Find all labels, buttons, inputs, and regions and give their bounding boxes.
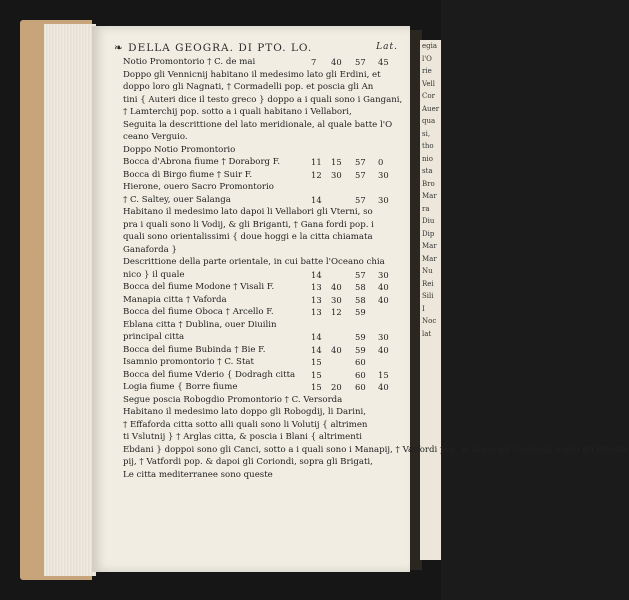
coordinate-value: 15 bbox=[311, 369, 322, 380]
text-line bbox=[123, 269, 408, 282]
coordinate-value: 0 bbox=[378, 157, 384, 167]
text-line bbox=[123, 319, 408, 332]
line-text: ti Vslutnij } † Arglas citta, & poscia i Blani { altrimenti bbox=[123, 432, 362, 442]
facing-page-text: Mar bbox=[422, 242, 437, 250]
line-text: ceano Verguio. bbox=[123, 132, 188, 142]
line-text: doppo loro gli Nagnati, † Cormadelli pop. et poscia gli An bbox=[123, 82, 374, 92]
page-edges bbox=[44, 24, 96, 576]
text-line bbox=[123, 244, 408, 257]
coordinate-value: 14 bbox=[311, 332, 322, 342]
facing-page-text: Nu bbox=[422, 267, 433, 275]
facing-page-text: si, bbox=[422, 129, 431, 138]
facing-page-text: Vell bbox=[422, 79, 436, 88]
line-text: Ebdani } doppoi sono gli Canci, sotto a i quali sono i Manapij, † Vatfordi pop. & dapoi gli Coriondi, sopra gli Brigati, bbox=[123, 444, 629, 455]
text-line bbox=[123, 206, 408, 219]
coordinate-value: 30 bbox=[378, 169, 389, 180]
line-text: Segue poscia Robogdio Promontorio † C. Versorda bbox=[123, 394, 343, 405]
line-text: tini { Auteri dice il testo greco } doppo a i quali sono i Gangani, bbox=[123, 94, 403, 105]
text-line bbox=[123, 94, 408, 107]
line-text: Logia fiume { Borre fiume bbox=[123, 382, 238, 392]
coordinate-value: 12 bbox=[331, 307, 342, 317]
facing-page-fragment bbox=[420, 40, 441, 560]
coordinate-value: 14 bbox=[311, 269, 322, 280]
facing-page-text: nio bbox=[422, 154, 433, 163]
line-text: pra i quali sono li Vodij, & gli Briganti, † Gana fordi pop. i bbox=[123, 219, 374, 230]
facing-page-text: Dip bbox=[422, 229, 435, 238]
coordinate-value: 57 bbox=[355, 269, 366, 280]
line-text: pij, † Vatfordi pop. & dapoi gli Coriondi, sopra gli Brigati, bbox=[123, 457, 373, 467]
coordinate-value: 45 bbox=[378, 57, 389, 67]
line-text: † Effaforda citta sotto alli quali sono li Volutij { altrimen bbox=[123, 419, 368, 430]
coordinate-value: 40 bbox=[331, 282, 342, 292]
text-line bbox=[123, 406, 408, 419]
facing-page-text: egia bbox=[422, 42, 438, 50]
facing-page-text: rie bbox=[422, 67, 432, 75]
coordinate-value: 60 bbox=[355, 382, 366, 392]
line-text: Doppo Notio Promontorio bbox=[123, 144, 236, 155]
coordinate-value: 40 bbox=[331, 344, 342, 355]
text-line bbox=[123, 219, 408, 232]
text-line bbox=[123, 181, 408, 194]
coordinate-value: 57 bbox=[355, 157, 366, 167]
coordinate-value: 40 bbox=[378, 382, 389, 392]
text-line bbox=[123, 431, 408, 444]
facing-page-text: Bro bbox=[422, 179, 435, 188]
coordinate-value: 40 bbox=[378, 294, 389, 305]
facing-page-text: Rei bbox=[422, 279, 434, 288]
line-text: principal citta bbox=[123, 332, 185, 342]
coordinate-value: 59 bbox=[355, 332, 366, 342]
facing-page-text: tho bbox=[422, 142, 434, 150]
line-text: † Lamterchij pop. sotto a i quali habitano i Vellabori, bbox=[123, 107, 352, 117]
coordinate-value: 30 bbox=[378, 269, 389, 280]
coordinate-value: 13 bbox=[311, 307, 322, 317]
text-line bbox=[123, 456, 408, 469]
fleuron-icon: ❧ bbox=[114, 42, 124, 54]
line-text: Bocca d'Abrona fiume † Doraborg F. bbox=[123, 157, 281, 167]
text-line bbox=[123, 356, 408, 369]
coordinate-value: 40 bbox=[378, 344, 389, 355]
line-text: Doppo gli Vennicnij habitano il medesimo lato gli Erdini, et bbox=[123, 69, 381, 80]
text-line bbox=[123, 381, 408, 394]
coordinate-value: 30 bbox=[378, 332, 389, 342]
text-line bbox=[123, 81, 408, 94]
text-line bbox=[123, 169, 408, 182]
header-title: DELLA GEOGRA. DI PTO. LO. bbox=[128, 42, 313, 54]
coordinate-value: 11 bbox=[311, 157, 322, 167]
coordinate-value: 30 bbox=[378, 194, 389, 205]
coordinate-value: 40 bbox=[331, 57, 342, 67]
text-line bbox=[123, 369, 408, 382]
coordinate-value: 40 bbox=[378, 282, 389, 292]
coordinate-value: 60 bbox=[355, 357, 366, 367]
facing-page-text: I bbox=[422, 304, 425, 313]
coordinate-value: 15 bbox=[378, 369, 389, 380]
coordinate-value: 57 bbox=[355, 169, 366, 180]
line-text: Ganaforda } bbox=[123, 244, 177, 255]
text-line bbox=[123, 469, 408, 482]
text-line bbox=[123, 231, 408, 244]
coordinate-value: 57 bbox=[355, 194, 366, 205]
text-line bbox=[123, 131, 408, 144]
text-line bbox=[123, 194, 408, 207]
text-line bbox=[123, 69, 408, 82]
line-text: Bocca del fiume Bubinda † Bie F. bbox=[123, 344, 266, 355]
line-text: Isamnio promontorio † C. Stat bbox=[123, 357, 254, 367]
facing-page-text: Mar bbox=[422, 192, 437, 200]
text-line bbox=[123, 331, 408, 344]
coordinate-value: 60 bbox=[355, 369, 366, 380]
coordinate-value: 59 bbox=[355, 344, 366, 355]
text-line bbox=[123, 156, 408, 169]
text-line bbox=[123, 444, 629, 457]
facing-page-text: Cor bbox=[422, 92, 435, 100]
line-text: nico } il quale bbox=[123, 269, 185, 280]
text-line bbox=[123, 394, 408, 407]
coordinate-value: 58 bbox=[355, 294, 366, 305]
line-text: Bocca del fiume Oboca † Arcello F. bbox=[123, 307, 274, 317]
line-text: Bocca del fiume Modone † Visali F. bbox=[123, 282, 275, 292]
coordinate-value: 30 bbox=[331, 169, 342, 180]
facing-page-text: ra bbox=[422, 204, 430, 213]
line-text: Seguita la descrittione del lato meridionale, al quale batte l'O bbox=[123, 119, 393, 130]
line-text: Le citta mediterranee sono queste bbox=[123, 469, 273, 480]
coordinate-value: 20 bbox=[331, 382, 342, 392]
coordinate-value: 13 bbox=[311, 282, 322, 292]
text-line bbox=[123, 56, 408, 69]
line-text: † C. Saltey, ouer Salanga bbox=[123, 194, 231, 205]
line-text: Hierone, ouero Sacro Promontorio bbox=[123, 182, 274, 192]
line-text: Habitano il medesimo lato dapoi li Vellabori gli Vterni, so bbox=[123, 207, 373, 217]
coordinate-value: 13 bbox=[311, 294, 322, 305]
coordinate-value: 15 bbox=[331, 157, 342, 167]
coordinate-value: 59 bbox=[355, 307, 366, 317]
facing-page-text: Sili bbox=[422, 292, 434, 300]
text-line bbox=[123, 344, 408, 357]
text-line bbox=[123, 256, 408, 269]
coordinate-value: 12 bbox=[311, 169, 322, 180]
text-line bbox=[123, 306, 408, 319]
text-line bbox=[123, 419, 408, 432]
text-line bbox=[123, 144, 408, 157]
facing-page-text: Diu bbox=[422, 217, 435, 225]
coordinate-value: 14 bbox=[311, 194, 322, 205]
facing-page-text: Noc bbox=[422, 317, 437, 325]
facing-page-text: l'O bbox=[422, 54, 432, 63]
header-lat-label: Lat. bbox=[376, 42, 398, 52]
line-text: Bocca del fiume Vderio { Dodragh citta bbox=[123, 369, 296, 380]
facing-page-text: sta bbox=[422, 167, 433, 175]
line-text: Manapia citta † Vaforda bbox=[123, 294, 227, 305]
coordinate-value: 30 bbox=[331, 294, 342, 305]
coordinate-value: 7 bbox=[311, 57, 317, 67]
facing-page-text: Mar bbox=[422, 254, 437, 263]
coordinate-value: 15 bbox=[311, 382, 322, 392]
facing-page-text: qua bbox=[422, 117, 436, 125]
text-line bbox=[123, 281, 408, 294]
line-text: Notio Promontorio † C. de mai bbox=[123, 57, 256, 67]
facing-page-text: Auer bbox=[422, 104, 440, 113]
line-text: Bocca di Birgo fiume † Suir F. bbox=[123, 169, 253, 180]
coordinate-value: 58 bbox=[355, 282, 366, 292]
line-text: quali sono orientalissimi { doue hoggi e la citta chiamata bbox=[123, 232, 373, 242]
facing-page-text: lat bbox=[422, 329, 432, 338]
coordinate-value: 14 bbox=[311, 344, 322, 355]
line-text: Descrittione della parte orientale, in cui batte l'Oceano chia bbox=[123, 257, 385, 267]
running-header bbox=[114, 42, 404, 56]
text-line bbox=[123, 106, 408, 119]
line-text: Habitano il medesimo lato doppo gli Robogdij, li Darini, bbox=[123, 407, 367, 417]
coordinate-value: 57 bbox=[355, 57, 366, 67]
text-line bbox=[123, 294, 408, 307]
text-line bbox=[123, 119, 408, 132]
line-text: Eblana citta † Dublina, ouer Diuilin bbox=[123, 319, 277, 330]
coordinate-value: 15 bbox=[311, 357, 322, 367]
